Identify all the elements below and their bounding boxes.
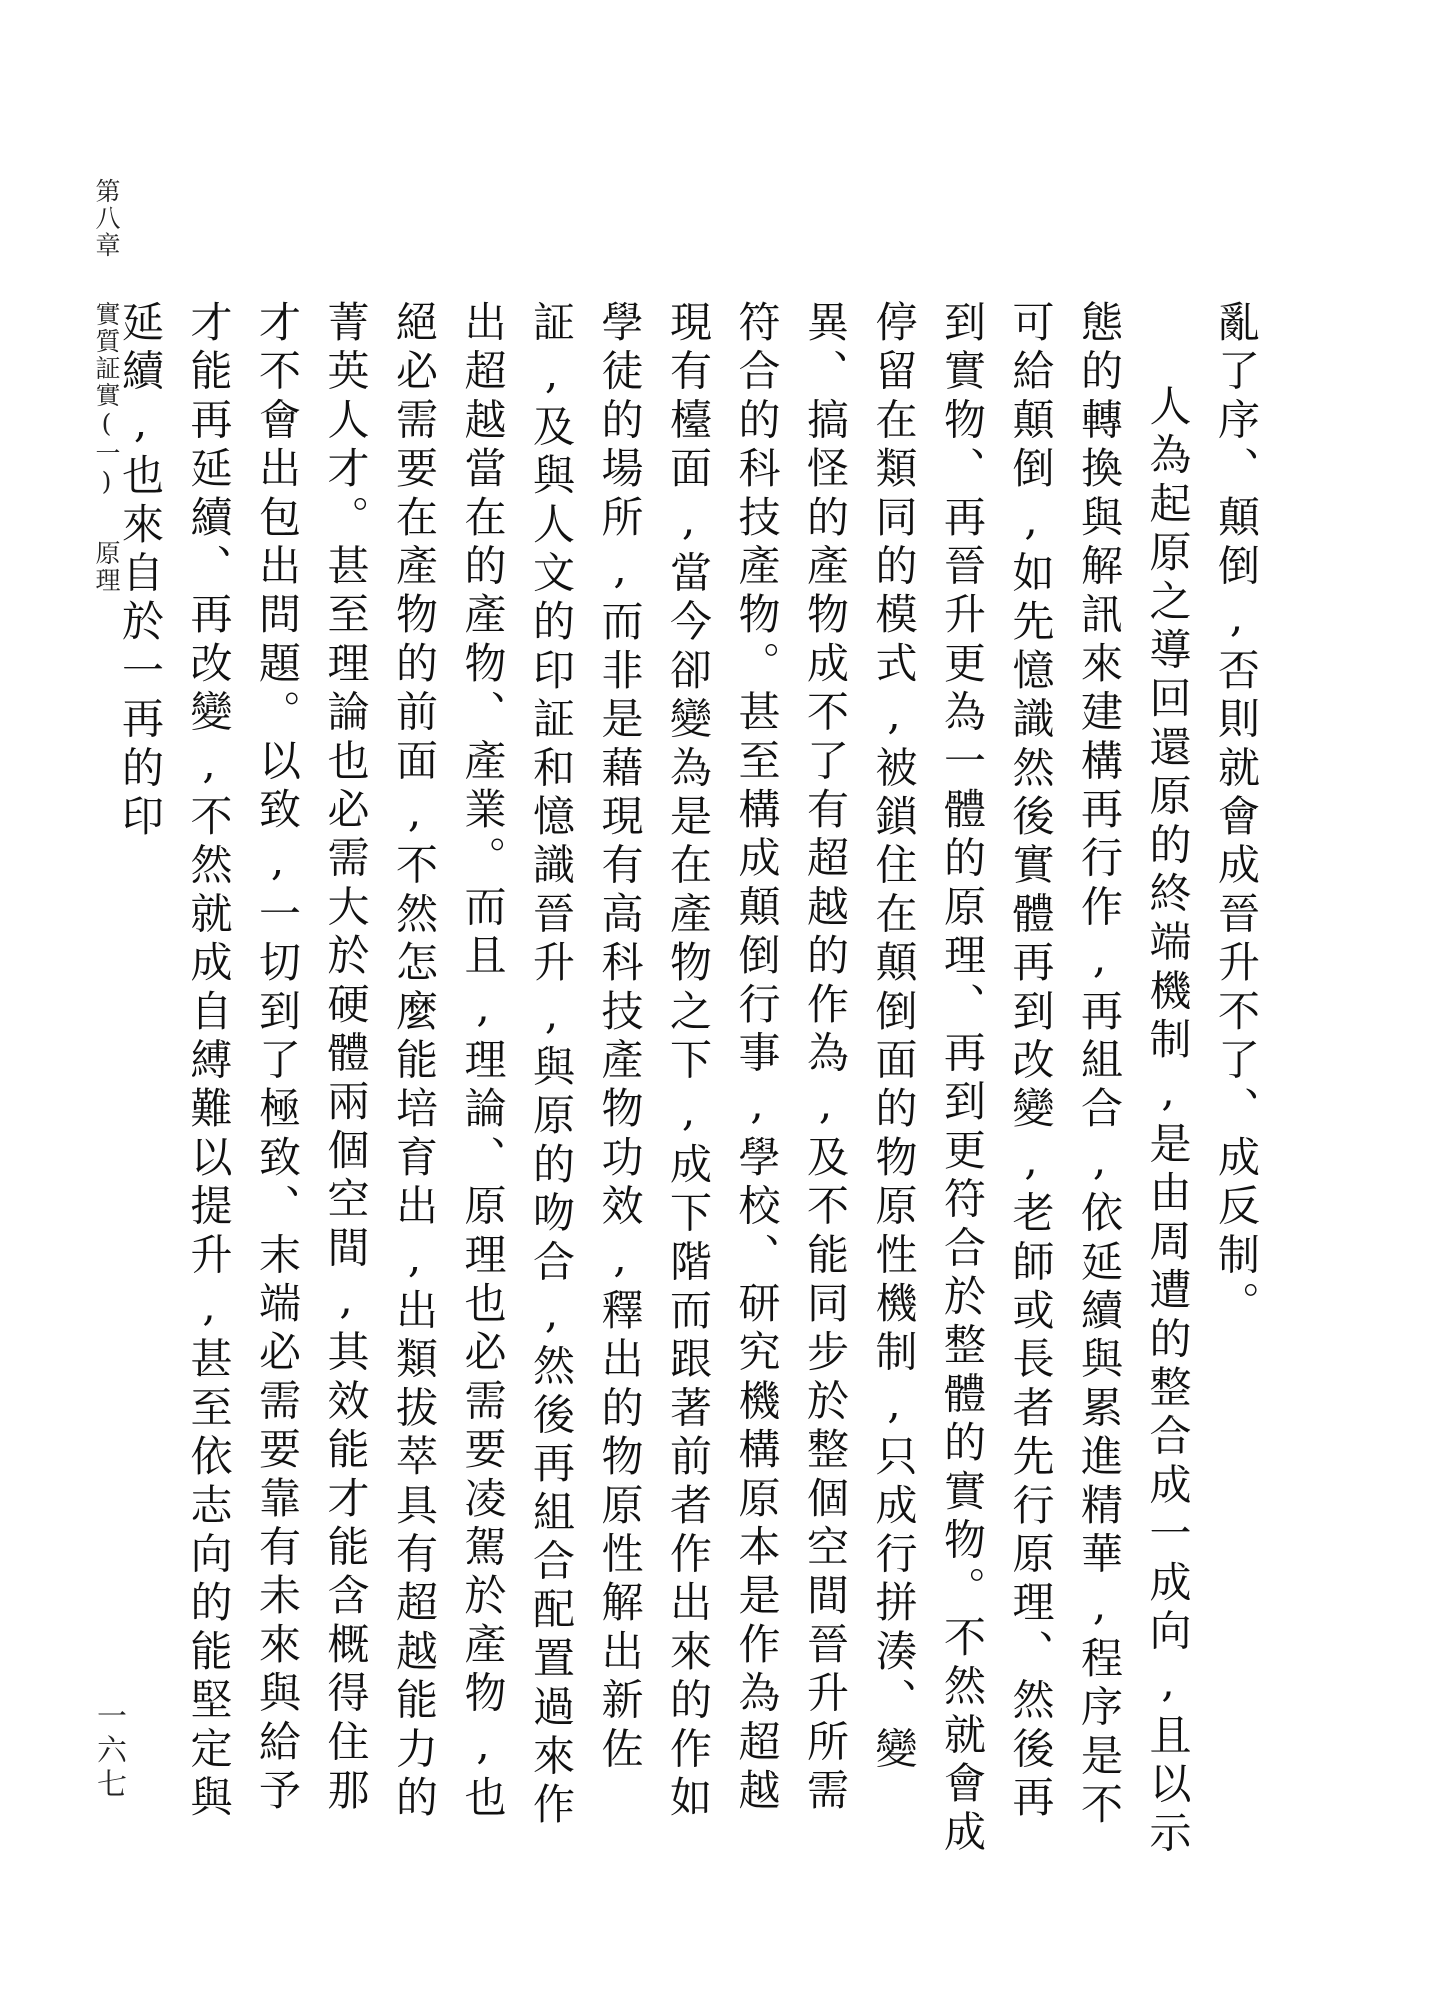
chapter-title: 實質証實(一) — [92, 301, 121, 498]
paragraph: 人為起原之導回還原的終端機制,是由周遭的整合成一成向,且以示態的轉換與解訊來建構再行作,再組合,依延續與累進精華,程序是不可給顛倒,如先憶識然後實體再到改變,老師或長者先行原理、然後再到實物、再晉升更為一體的原理、再到更符合於整體的實物。不然就會成停留在類同的模式,被鎖住在顛倒面的物原性機制,只成行拼湊、變異、搞怪的產物成不了有超越的作為,及不能同步於整個空間晉升所需符合的科技產物。甚至構成顛倒行事,學校、研究機構原本是作為超越現有檯面,當今卻變為是在產物之下,成下階而跟著前者作出來的作如學徒的場所,而非是藉現有高科技產物功效,釋出的物原性解出新佐証,及與人文的印証和憶識晉升,與原的吻合,然後再組合配置過來作出超越當在的產物、產業。而且,理論、原理也必需要凌駕於產物,也絕必需要在產物的前面,不然怎麼能培育出,出類拔萃具有超越能力的菁英人才。甚至理論也必需大於硬體兩個空間,其效能才能含概得住那才不會出包出問題。以致,一切到了極致、末端必需要靠有未來與給予才能再延續、再改變,不然就成自縛難以提升,甚至依志向的能堅定與延續,也來自於一再的印 — [116, 300, 1193, 1859]
page-number: 一六七 — [91, 1700, 126, 1802]
body-text — [116, 300, 1270, 1860]
chapter-label: 第八章 — [92, 178, 121, 259]
paragraph-continuation: 亂了序、顛倒,否則就會成晉升不了、成反制。 — [1212, 300, 1261, 1330]
section-label: 原理 — [92, 540, 121, 594]
